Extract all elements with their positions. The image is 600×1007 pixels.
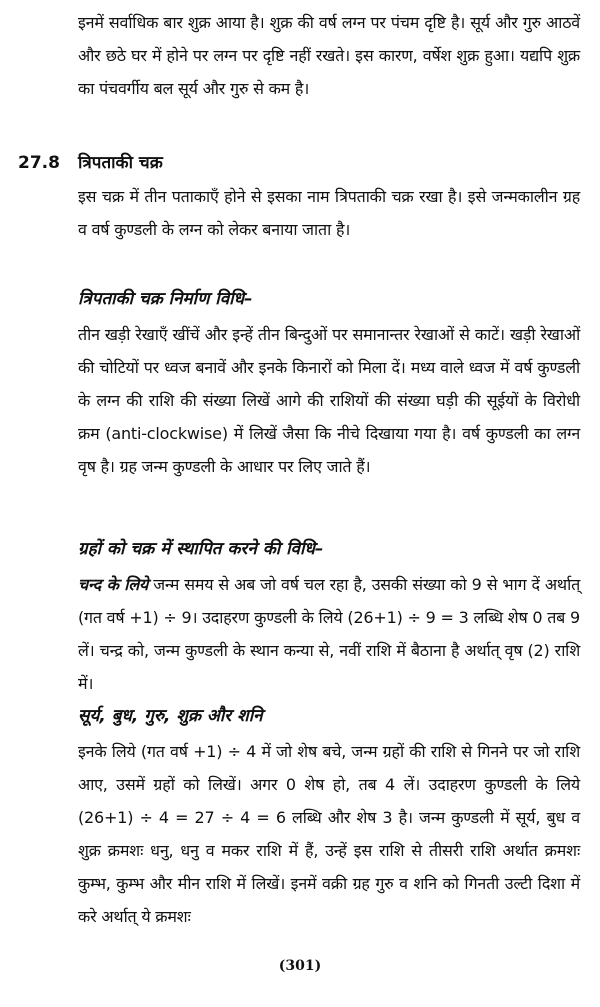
- section-heading: [18, 147, 578, 179]
- five-planets-paragraph: इनके लिये (गत वर्ष +1) ÷ 4 में जो शेष बचे, जन्म ग्रहों की राशि से गिनने पर जो राशि आए, उसमें ग्रहों को लिखें। अगर 0 शेष हो, तब 4 लें। उदाहरण कुण्डली के लिये (26+1) ÷ 4 = 27 ÷ 4 = 6 लब्धि और शेष 3 है। जन्म कुण्डली में सूर्य, बुध व शुक्र क्रमशः धनु, धनु व मकर राशि में हैं, उन्हें इस राशि से तीसरी राशि अर्थात क्रमशः कुम्भ, कुम्भ और मीन राशि में लिखें। इनमें वक्री ग्रह गुरु व शनि को गिनती उल्टी दिशा में करे अर्थात् ये क्रमशः: [78, 742, 580, 926]
- subheading-planet-placement: ग्रहों को चक्र में स्थापित करने की विधि–: [78, 539, 324, 559]
- construction-paragraph-block: [78, 318, 580, 483]
- moon-lead-text: चन्द के लिये: [78, 575, 149, 594]
- subheading-five-planets: सूर्य, बुध, गुरु, शुक्र और शनि: [78, 706, 263, 726]
- section-intro-paragraph: इस चक्र में तीन पताकाएँ होने से इसका नाम त्रिपताकी चक्र रखा है। इसे जन्मकालीन ग्रह व वर्ष कुण्डली के लग्न को लेकर बनाया जाता है।: [78, 187, 580, 239]
- subheading-construction-method: त्रिपताकी चक्र निर्माण विधि–: [78, 289, 253, 309]
- moon-paragraph: [78, 568, 580, 700]
- construction-paragraph: तीन खड़ी रेखाएँ खींचें और इन्हें तीन बिन्दुओं पर समानान्तर रेखाओं से काटें। खड़ी रेखाओं की चोटियों पर ध्वज बनावें और इनके किनारों को मिला दें। मध्य वाले ध्वज में वर्ष कुण्डली के लग्न की राशि की संख्या लिखें आगे की राशियों की संख्या घड़ी की सूईयों के विरोधी क्रम (anti-clockwise) में लिखें जैसा कि नीचे दिखाया गया है। वर्ष कुण्डली का लग्न वृष है। ग्रह जन्म कुण्डली के आधार पर लिए जाते हैं।: [78, 325, 580, 476]
- section-intro-block: [78, 180, 580, 246]
- five-planets-paragraph-block: [78, 735, 580, 933]
- section-number: 27.8: [18, 153, 60, 173]
- section-title: त्रिपताकी चक्र: [78, 153, 163, 173]
- intro-paragraph-block: [78, 6, 580, 105]
- intro-paragraph: इनमें सर्वाधिक बार शुक्र आया है। शुक्र की वर्ष लग्न पर पंचम दृष्टि है। सूर्य और गुरु आठवें और छठे घर में होने पर लग्न पर दृष्टि नहीं रखते। इस कारण, वर्षेश शुक्र हुआ। यद्यपि शुक्र का पंचवर्गीय बल सूर्य और गुरु से कम है।: [78, 13, 580, 98]
- moon-body-text: जन्म समय से अब जो वर्ष चल रहा है, उसकी संख्या को 9 से भाग दें अर्थात् (गत वर्ष +1) ÷ 9। उदाहरण कुण्डली के लिये (26+1) ÷ 9 = 3 लब्धि शेष 0 तब 9 लें। चन्द्र को, जन्म कुण्डली के स्थान कन्या से, नवीं राशि में बैठाना है अर्थात् वृष (2) राशि में।: [78, 575, 580, 693]
- page-number: (301): [278, 958, 322, 974]
- moon-paragraph-block: [78, 568, 580, 700]
